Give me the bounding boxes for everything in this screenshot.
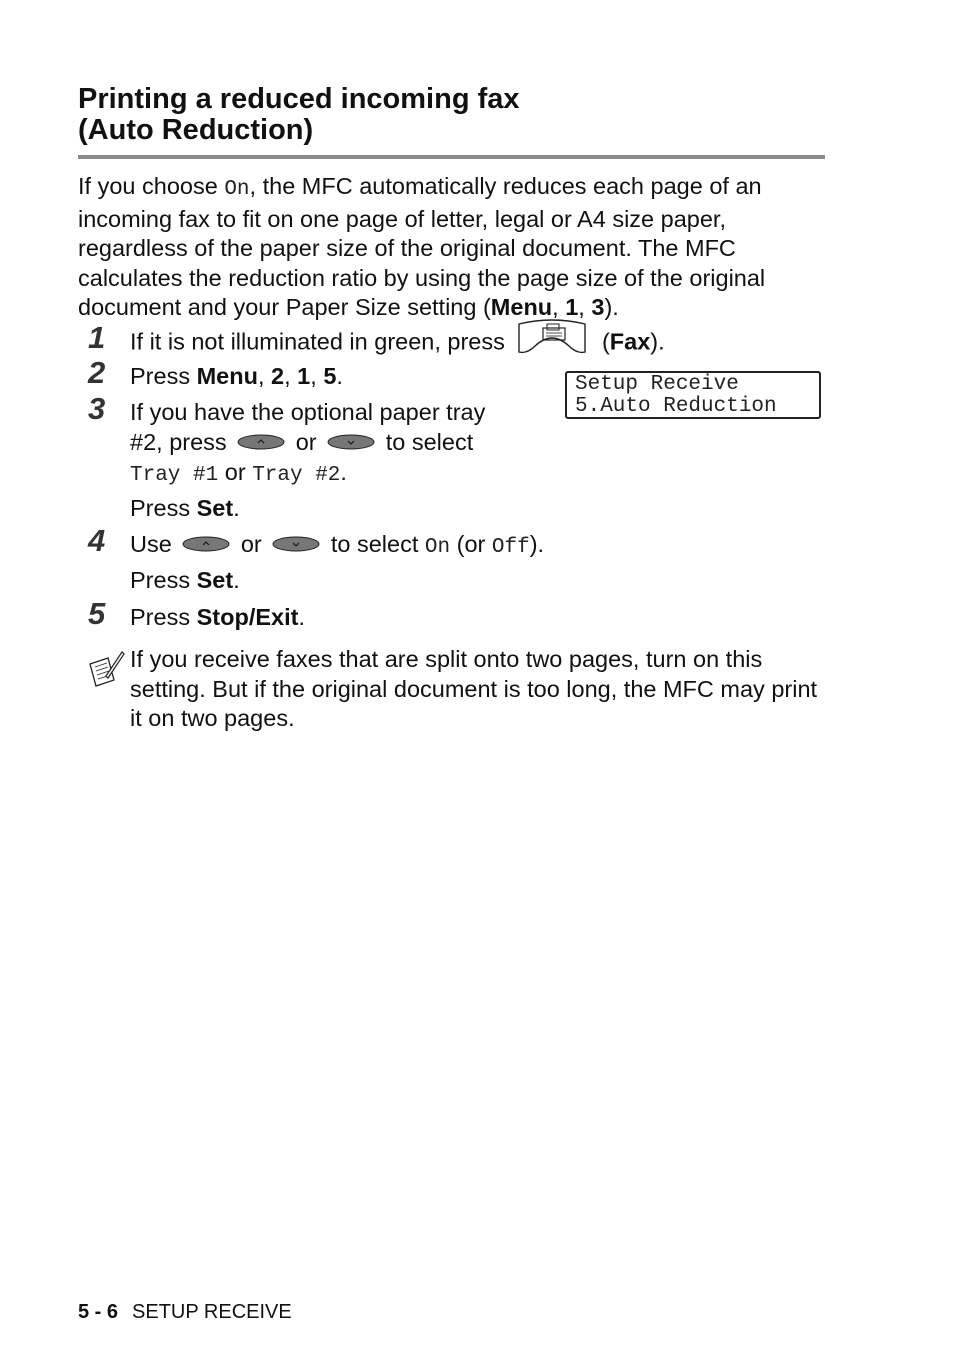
step-2-comma-1: , bbox=[257, 363, 272, 389]
step-4-end-2: . bbox=[233, 567, 240, 593]
lcd-line-1: Setup Receive bbox=[575, 373, 739, 396]
step-1-paren-open: ( bbox=[601, 328, 610, 355]
tray-2-option: Tray #2 bbox=[252, 464, 341, 487]
intro-comma-2: , bbox=[578, 294, 592, 320]
step-4-line-2 bbox=[130, 566, 240, 595]
intro-code-on: On bbox=[224, 178, 250, 201]
off-option: Off bbox=[491, 536, 530, 560]
step-1-text bbox=[130, 326, 665, 361]
intro-menu-key: Menu bbox=[490, 294, 553, 320]
note-text: If you receive faxes that are split onto two pages, turn on this setting. But if the original document is too long, the MFC may print it on two pages. bbox=[130, 646, 818, 731]
intro-comma-1: , bbox=[552, 294, 566, 320]
step-3-or: or bbox=[295, 429, 317, 456]
step-3-dot: . bbox=[340, 459, 347, 485]
intro-end: ). bbox=[604, 294, 619, 320]
step-number-5: 5 bbox=[88, 596, 106, 631]
page-number: 5 - 6 bbox=[78, 1301, 119, 1323]
step-5-end: . bbox=[298, 604, 305, 630]
title-rule bbox=[78, 155, 825, 159]
step-2-text bbox=[130, 362, 343, 391]
step-2-key-1: 1 bbox=[297, 363, 311, 389]
step-5-press: Press bbox=[130, 604, 197, 630]
step-1-instruction: If it is not illuminated in green, press bbox=[130, 328, 505, 355]
nav-down-key-icon bbox=[327, 428, 375, 457]
nav-down-key-icon bbox=[272, 530, 320, 559]
step-number-1: 1 bbox=[88, 320, 106, 355]
step-5-text bbox=[130, 603, 305, 632]
step-1-fax-key: Fax bbox=[609, 328, 651, 355]
step-number-4: 4 bbox=[88, 523, 106, 558]
step-2-press: Press bbox=[130, 363, 197, 389]
lcd-display bbox=[565, 371, 821, 419]
step-3-end: . bbox=[233, 495, 240, 521]
section-name: SETUP RECEIVE bbox=[132, 1301, 292, 1323]
step-3-press: #2, press bbox=[130, 429, 227, 456]
step-2-comma-3: , bbox=[310, 363, 324, 389]
step-3-set-key: Set bbox=[196, 495, 234, 521]
fax-key-icon bbox=[517, 318, 587, 361]
step-5-stop-exit-key: Stop/Exit bbox=[196, 604, 299, 630]
tray-1-option: Tray #1 bbox=[130, 464, 219, 487]
intro-paragraph bbox=[78, 172, 828, 323]
step-4-set-key: Set bbox=[196, 567, 234, 593]
step-3-line-4 bbox=[130, 494, 240, 523]
lcd-line-2: 5.Auto Reduction bbox=[575, 395, 777, 418]
step-3-line-1: If you have the optional paper tray bbox=[130, 399, 486, 425]
title-line-1: Printing a reduced incoming fax bbox=[78, 83, 520, 115]
title-line-2: (Auto Reduction) bbox=[78, 114, 314, 146]
page-footer bbox=[78, 1301, 292, 1323]
step-number-3: 3 bbox=[88, 391, 106, 426]
nav-up-key-icon bbox=[237, 428, 285, 457]
step-3-line-3 bbox=[130, 458, 347, 490]
step-4-paren-or: (or bbox=[450, 531, 492, 558]
step-3-or-2: or bbox=[218, 459, 253, 485]
step-4-to-select: to select bbox=[330, 531, 425, 558]
step-4-press-set: Press bbox=[130, 567, 197, 593]
intro-text-2: , the MFC automatically reduces each page of an incoming fax to fit on one page of letter, legal or A4 size paper, regardless of the paper size of the original document. The MFC calculates the reduction ratio by using the page size of the original document and your Paper Size setting ( bbox=[78, 173, 766, 320]
step-4-end: ). bbox=[529, 531, 545, 558]
on-option: On bbox=[424, 536, 451, 560]
step-3-press-set: Press bbox=[130, 495, 197, 521]
step-4-line-1 bbox=[130, 530, 544, 562]
step-number-2: 2 bbox=[88, 355, 106, 390]
step-2-key-2: 2 bbox=[271, 363, 285, 389]
step-3-line-2 bbox=[130, 428, 473, 460]
intro-text-1: If you choose bbox=[78, 173, 225, 199]
intro-key-3: 3 bbox=[591, 294, 605, 320]
step-2-key-5: 5 bbox=[323, 363, 337, 389]
step-1-paren-close: ). bbox=[650, 328, 665, 355]
intro-key-1: 1 bbox=[565, 294, 579, 320]
step-4-use: Use bbox=[130, 531, 172, 558]
step-2-menu-key: Menu bbox=[196, 363, 258, 389]
step-2-comma-2: , bbox=[284, 363, 298, 389]
step-2-end: . bbox=[336, 363, 343, 389]
nav-up-key-icon bbox=[182, 530, 230, 559]
note-pencil-icon bbox=[86, 650, 126, 695]
step-3-to-select: to select bbox=[385, 429, 474, 456]
page-title bbox=[78, 84, 520, 146]
step-4-or: or bbox=[240, 531, 262, 558]
